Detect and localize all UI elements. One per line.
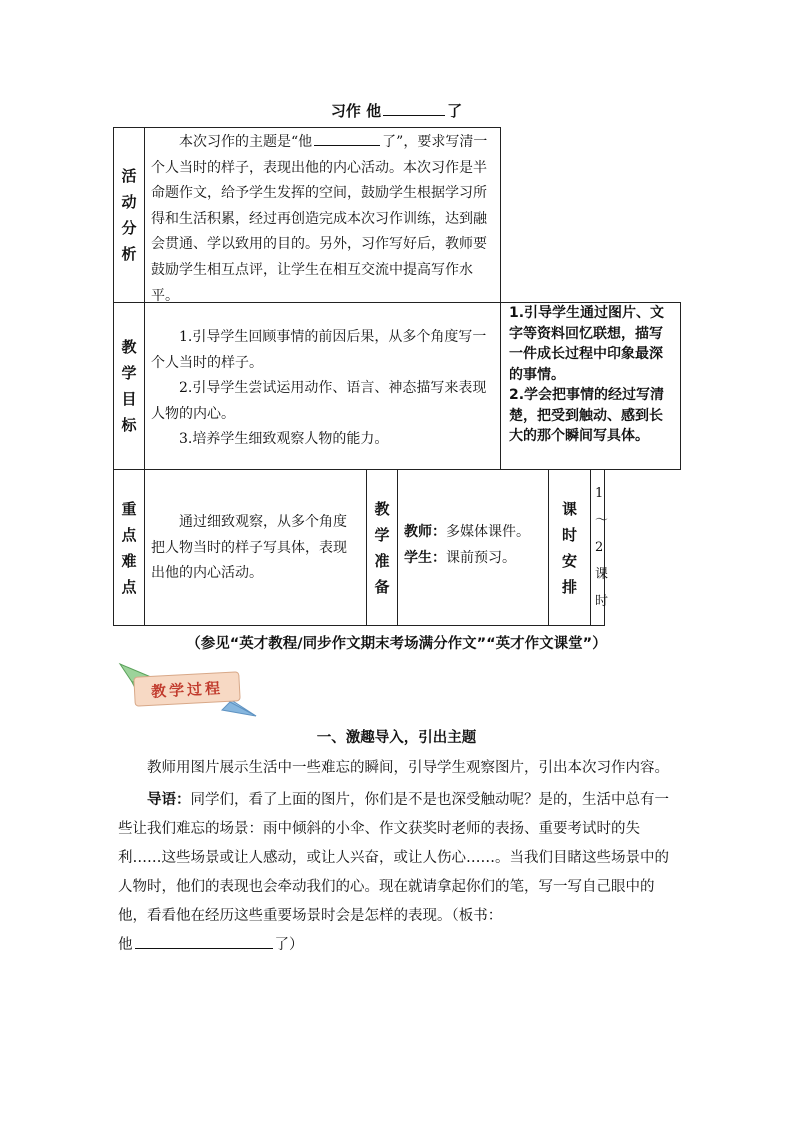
teaching-process-banner xyxy=(118,660,258,718)
analysis-text-cell xyxy=(144,127,501,303)
schedule-label-cell xyxy=(548,469,591,626)
key-label-cell xyxy=(113,469,145,626)
reference-note: （参见“英才教程/同步作文期末考场满分作文”“英才作文课堂”） xyxy=(186,636,607,652)
goals-extra-cell: 1.引导学生通过图片、文字等资料回忆联想，描写一件成长过程中印象最深的事情。 2.学会把事情的经过写清楚，把受到触动、感到长大的那个瞬间写具体。 xyxy=(500,302,681,470)
analysis-blank xyxy=(314,144,380,146)
schedule-value: 1 ～ 2 课 时 xyxy=(595,486,609,609)
prep-label-cell xyxy=(366,469,398,626)
title-blank xyxy=(383,114,445,116)
goals-label-cell xyxy=(113,302,145,470)
goal-item-2: 2.引导学生尝试运用动作、语言、神态描写来表现人物的内心。 xyxy=(151,380,487,422)
key-text-cell xyxy=(144,469,367,626)
goal-item-3: 3.培养学生细致观察人物的能力。 xyxy=(179,431,389,448)
prep-label: 教 学 准 备 xyxy=(374,499,390,596)
analysis-text: 本次习作的主题是“他 了”，要求写清一个人当时的样子，表现出他的内心活动。本次习作是半命题作文，给予学生发挥的空间，鼓励学生根据学习所得和生活积累，经过再创造完成本次习作训练，达到融会贯通、学以致用的目的。另外，习作写好后，教师要鼓励学生相互点评，让学生在相互交流中提高写作水平。 xyxy=(151,134,488,304)
analysis-label: 活 动 分 析 xyxy=(121,167,137,263)
prep-student: 学生：课前预习。 xyxy=(404,549,516,566)
section-heading: 一、激趣导入，引出主题 xyxy=(316,730,477,746)
goals-label: 教 学 目 标 xyxy=(121,338,137,434)
analysis-label-cell xyxy=(113,127,145,303)
key-label: 重 点 难 点 xyxy=(121,499,137,596)
board-blank xyxy=(135,947,273,949)
page-title: 习作 他 了 xyxy=(330,102,463,120)
prep-teacher: 教师：多媒体课件。 xyxy=(404,524,530,540)
prep-text-cell xyxy=(397,469,549,626)
key-text: 通过细致观察，从多个角度把人物当时的样子写具体，表现出他的内心活动。 xyxy=(151,514,347,582)
goals-text-cell xyxy=(144,302,501,470)
goal-item-1: 1.引导学生回顾事情的前因后果，从多个角度写一个人当时的样子。 xyxy=(151,329,487,371)
section-body xyxy=(118,754,680,960)
schedule-value-cell xyxy=(590,469,609,626)
banner-label: 教学过程 xyxy=(133,671,240,707)
paragraph-1: 教师用图片展示生活中一些难忘的瞬间，引导学生观察图片，引出本次习作内容。 xyxy=(147,760,669,776)
schedule-label: 课 时 安 排 xyxy=(561,499,577,596)
paragraph-2: 导语：同学们，看了上面的图片，你们是不是也深受触动呢？是的，生活中总有一些让我们难忘的场景：雨中倾斜的小伞、作文获奖时老师的表扬、重要考试时的失利……这些场景或让人感动，或让人兴奋，或让人伤心……。当我们目睹这些场景中的人物时，他们的表现也会牵动我们的心。现在就请拿起你们的笔，写一写自己眼中的他，看看他在经历这些重要场景时会是怎样的表现。（板书： 他 了） xyxy=(118,791,669,953)
